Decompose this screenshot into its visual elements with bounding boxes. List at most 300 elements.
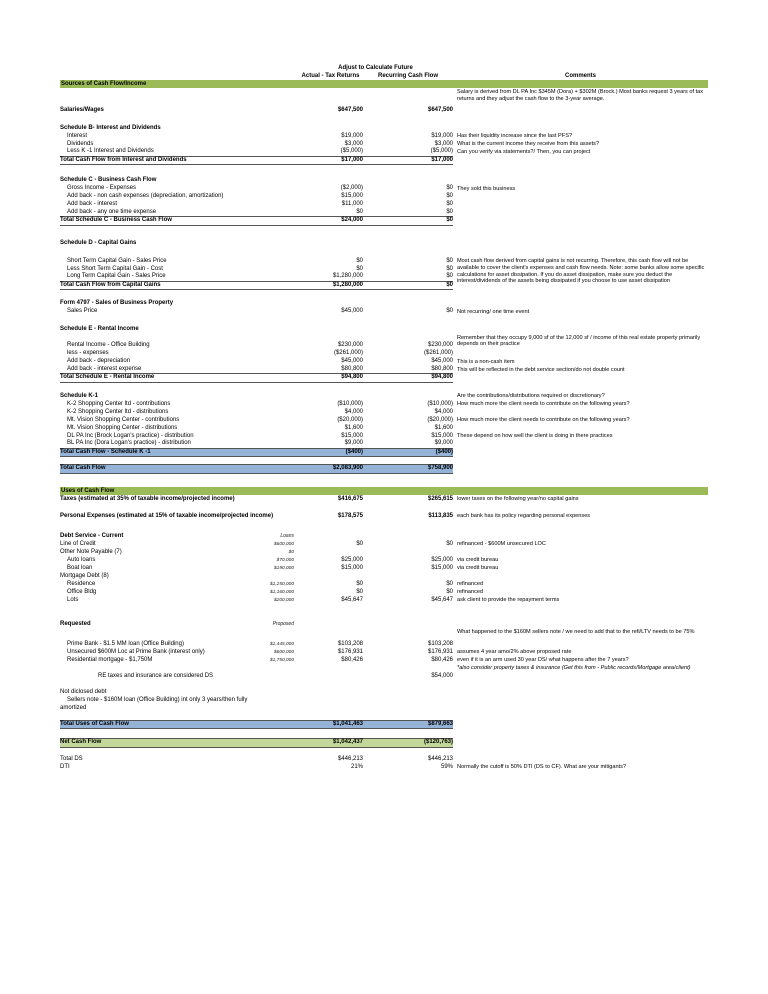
cell-loan-amount: $1,750,000 [269, 657, 294, 663]
row-label: Line of Credit [60, 540, 96, 547]
cell-actual-tax-returns [298, 548, 363, 556]
cell-recurring-cash-flow [363, 604, 453, 620]
cell-comment: Salary is derived from DL PA Inc $345M (Dora) + $302M (Brock.) Most banks request 3 years of tax returns and they adjust the cash flow to the 3-year average. [457, 89, 704, 102]
cell-actual-tax-returns [298, 114, 363, 124]
row-label: Add back - depreciation [67, 358, 131, 364]
cell-comment [453, 382, 708, 392]
row-label: Add back - interest expense [67, 365, 142, 372]
cell-recurring-cash-flow [363, 729, 453, 739]
cell-recurring-cash-flow [363, 520, 453, 532]
cell-recurring-cash-flow [363, 165, 453, 177]
cell-comment [453, 457, 708, 465]
row-label: Dividends [67, 140, 94, 147]
cell-loan-amount [215, 448, 298, 457]
cell-loan-amount [215, 217, 298, 226]
cell-recurring-cash-flow [363, 680, 453, 688]
cell-recurring-cash-flow: $1,600 [434, 424, 454, 431]
cell-comment [453, 712, 708, 720]
cell-recurring-cash-flow: $45,000 [431, 358, 454, 364]
cell-recurring-cash-flow [363, 316, 453, 326]
cell-loan-amount [215, 408, 298, 416]
cell-actual-tax-returns [298, 604, 363, 620]
sheet-row [60, 217, 708, 226]
sheet-row [60, 326, 708, 334]
cell-comment [453, 604, 708, 620]
cell-recurring-cash-flow: 59% [441, 763, 454, 770]
row-label: Other Note Payable (7) [60, 548, 122, 555]
cell-recurring-cash-flow [363, 300, 453, 308]
cell-actual-tax-returns: $0 [356, 257, 363, 264]
cell-comment: refinanced [457, 581, 484, 587]
row-label: Add back - any one time expense [67, 208, 157, 215]
sheet-row [60, 739, 708, 748]
row-label [60, 225, 215, 239]
row-label [60, 88, 215, 106]
cell-recurring-cash-flow: $45,647 [431, 596, 454, 603]
cell-recurring-cash-flow: $0 [446, 273, 454, 279]
cell-actual-tax-returns: $446,213 [337, 755, 363, 762]
cell-recurring-cash-flow: $647,500 [427, 106, 454, 113]
cell-comment: Not recurring/ one time event [457, 308, 530, 315]
empty-cell [215, 72, 298, 80]
cell-loan-amount [215, 720, 298, 729]
sheet-row [60, 209, 708, 217]
row-label: Total Cash Flow from Interest and Dividends [60, 156, 215, 165]
row-label: Personal Expenses (estimated at 15% of taxable income/projected income) [60, 512, 274, 519]
row-label [60, 628, 215, 640]
cell-comment: lower taxes on the following year/no capital gains [457, 496, 579, 502]
column-header-comments: Comments [565, 72, 597, 79]
sheet-row [60, 432, 708, 440]
row-label [60, 457, 215, 465]
cell-comment: How much more the client needs to contribute on the following years? [457, 417, 630, 423]
row-label: Interest [67, 132, 88, 139]
cell-loan-amount [215, 300, 298, 308]
cell-loan-amount [215, 503, 298, 512]
row-label [60, 114, 215, 124]
cell-comment: This will be reflected in the debt service section/do not double count [457, 366, 625, 373]
row-label: Schedule B- Interest and Dividends [60, 124, 161, 131]
row-label: Short Term Capital Gain - Sales Price [67, 257, 167, 264]
cell-loan-amount [215, 148, 298, 156]
sheet-row [60, 148, 708, 156]
cell-loan-amount [215, 290, 298, 300]
cell-loan-amount [215, 308, 298, 316]
cell-loan-amount: Proposed [272, 620, 294, 627]
cell-actual-tax-returns: $0 [356, 208, 363, 215]
empty-cell [60, 64, 215, 72]
cell-actual-tax-returns: 21% [350, 763, 363, 770]
cell-recurring-cash-flow: $103,208 [427, 640, 454, 647]
cell-actual-tax-returns: $1,280,000 [332, 273, 363, 279]
cell-actual-tax-returns [298, 688, 363, 696]
sheet-row [60, 512, 708, 520]
cell-recurring-cash-flow: ($5,000) [430, 148, 454, 154]
cell-loan-amount: $190,000 [273, 565, 294, 571]
header-row-adjust [60, 64, 708, 72]
row-label [60, 316, 215, 326]
cell-recurring-cash-flow: $80,800 [431, 365, 454, 372]
cell-recurring-cash-flow [363, 473, 453, 487]
spacer-row [60, 334, 708, 342]
spacer-row [60, 747, 708, 755]
cell-comment [453, 300, 708, 308]
sheet-row [60, 156, 708, 165]
sheet-row [60, 720, 708, 729]
row-label: DL PA Inc (Brock Logan's practice) - distribution [67, 432, 194, 439]
cell-actual-tax-returns [298, 572, 363, 580]
sheet-row [60, 400, 708, 408]
row-label [60, 520, 215, 532]
cell-recurring-cash-flow [363, 88, 453, 106]
cell-actual-tax-returns [298, 747, 363, 755]
cell-recurring-cash-flow: $879,663 [363, 720, 453, 729]
row-label: Prime Bank - $1.5 MM loan (Office Building) [67, 640, 184, 647]
cell-loan-amount: $600,000 [273, 541, 294, 547]
cell-actual-tax-returns [298, 520, 363, 532]
cashflow-worksheet [60, 64, 708, 771]
cell-comment [453, 217, 708, 226]
cell-actual-tax-returns [298, 620, 363, 628]
cell-actual-tax-returns [298, 696, 363, 704]
cell-recurring-cash-flow [363, 392, 453, 400]
cell-actual-tax-returns: ($5,000) [340, 148, 363, 154]
row-label: Unsecured $600M Loc at Prime Bank (interest only) [67, 648, 205, 655]
sheet-row [60, 239, 708, 247]
cell-actual-tax-returns [298, 247, 363, 257]
cell-comment: They sold this business [457, 185, 516, 192]
cell-recurring-cash-flow [363, 457, 453, 465]
sheet-row [60, 300, 708, 308]
cell-loan-amount [215, 572, 298, 580]
cell-comment [453, 193, 708, 201]
cell-recurring-cash-flow: ($400) [363, 448, 453, 457]
cell-loan-amount [215, 350, 298, 358]
spacer-row [60, 457, 708, 465]
row-label: Total Cash Flow [60, 465, 215, 474]
cell-comment: via credit bureau [457, 557, 499, 563]
cell-actual-tax-returns [298, 165, 363, 177]
spacer-row [60, 88, 708, 106]
cell-actual-tax-returns: $25,000 [341, 556, 363, 563]
cell-actual-tax-returns: $45,000 [341, 358, 363, 364]
cell-comment: Has their liquidity increase since the last PFS? [457, 133, 573, 139]
cell-recurring-cash-flow: $265,615 [427, 495, 454, 502]
empty-cell [60, 72, 215, 80]
cell-loan-amount [215, 763, 298, 771]
row-label: K-2 Shopping Center ltd - contributions [67, 400, 171, 407]
adjust-to-calculate-future-label: Adjust to Calculate Future [338, 64, 413, 71]
row-label [60, 729, 215, 739]
row-label: Requested [60, 620, 91, 627]
cell-recurring-cash-flow: $19,000 [431, 132, 454, 139]
cell-recurring-cash-flow [363, 688, 453, 696]
cell-comment: How much more the client needs to contribute on the following years? [457, 401, 630, 407]
cell-loan-amount: Loans [280, 532, 294, 539]
spacer-row [60, 165, 708, 177]
cell-loan-amount [215, 316, 298, 326]
cell-comment [453, 408, 708, 416]
cell-actual-tax-returns [298, 124, 363, 132]
cell-comment: What is the current income they receive from this assets? [457, 141, 600, 147]
cell-actual-tax-returns [298, 290, 363, 300]
row-label [60, 382, 215, 392]
cell-comment [453, 532, 708, 540]
row-label: RE taxes and insurance are considered DS [98, 672, 214, 679]
cell-recurring-cash-flow [363, 664, 453, 672]
cell-recurring-cash-flow: $80,426 [431, 656, 454, 663]
cell-actual-tax-returns [298, 334, 363, 342]
spacer-row [60, 712, 708, 720]
cell-comment [453, 350, 708, 358]
cell-comment: even if it is an arm used 30 year DS/ what happens after the 7 years? [457, 657, 629, 663]
cell-recurring-cash-flow [363, 572, 453, 580]
cell-loan-amount [215, 440, 298, 448]
cell-loan-amount: $1,445,000 [269, 641, 294, 647]
cell-loan-amount: $200,000 [273, 597, 294, 603]
cell-recurring-cash-flow: $17,000 [363, 156, 453, 165]
cell-recurring-cash-flow [363, 114, 453, 124]
cell-recurring-cash-flow [363, 628, 453, 640]
sheet-row [60, 572, 708, 580]
cell-recurring-cash-flow: $54,000 [431, 672, 454, 679]
cell-recurring-cash-flow [363, 704, 453, 712]
cell-comment: Can you verify via statements?/ Then, you can project [457, 149, 591, 155]
sheet-row [60, 556, 708, 564]
cell-recurring-cash-flow: $0 [446, 185, 454, 191]
row-label: Sellers note - $160M loan (Office Building) int only 3 years/then fully [67, 696, 248, 703]
cell-actual-tax-returns: $15,000 [341, 432, 363, 439]
cell-actual-tax-returns: $45,000 [341, 308, 363, 314]
sheet-row [60, 548, 708, 556]
cell-comment [453, 720, 708, 729]
cell-actual-tax-returns [298, 316, 363, 326]
cell-loan-amount [215, 106, 298, 114]
sheet-row [60, 588, 708, 596]
cell-comment: What happened to the $160M sellers note / we need to add that to the refi/LTV needs to be 75% [457, 629, 695, 635]
cell-comment: Normally the cutoff is 50% DTI (DS to CF). What are your mitigants? [457, 764, 627, 770]
section-band-row [60, 487, 708, 495]
cell-actual-tax-returns: $15,000 [341, 193, 363, 199]
sheet-row [60, 540, 708, 548]
cell-loan-amount [215, 672, 298, 680]
spacer-row [60, 503, 708, 512]
cell-loan-amount [215, 712, 298, 720]
cell-loan-amount [215, 114, 298, 124]
cell-actual-tax-returns [298, 473, 363, 487]
cell-actual-tax-returns: $80,800 [341, 365, 363, 372]
row-label: Total Uses of Cash Flow [60, 720, 215, 729]
cell-actual-tax-returns: $0 [356, 265, 363, 272]
cell-actual-tax-returns: $176,931 [337, 648, 363, 655]
cell-loan-amount [215, 201, 298, 209]
cell-actual-tax-returns: $24,000 [298, 217, 363, 226]
cell-recurring-cash-flow [363, 334, 453, 342]
cell-loan-amount [215, 680, 298, 688]
cell-actual-tax-returns [298, 729, 363, 739]
cell-comment: These depend on how well the client is doing in there practices [457, 433, 613, 439]
cell-comment [453, 448, 708, 457]
sheet-row [60, 564, 708, 572]
row-label [60, 747, 215, 755]
sheet-row [60, 465, 708, 474]
row-label: Total DS [60, 755, 83, 762]
cell-actual-tax-returns: $80,426 [341, 656, 363, 663]
sheet-row [60, 755, 708, 763]
row-label: Not diclosed debt [60, 688, 107, 695]
cell-loan-amount [215, 739, 298, 748]
cell-actual-tax-returns [298, 392, 363, 400]
sheet-row [60, 656, 708, 664]
spacer-row [60, 729, 708, 739]
cell-actual-tax-returns [298, 628, 363, 640]
cell-loan-amount [215, 604, 298, 620]
row-label [60, 247, 215, 257]
cell-actual-tax-returns [298, 326, 363, 334]
cell-loan-amount [215, 704, 298, 712]
cell-actual-tax-returns [298, 177, 363, 185]
row-label: Schedule D - Capital Gains [60, 239, 137, 246]
cell-actual-tax-returns: $1,041,463 [298, 720, 363, 729]
cell-loan-amount [215, 729, 298, 739]
row-label: Add back - interest [67, 201, 118, 207]
row-label: Add back - non cash expenses (depreciation, amortization) [67, 193, 224, 199]
cell-recurring-cash-flow: $0 [363, 217, 453, 226]
cell-recurring-cash-flow: $0 [446, 257, 454, 264]
cell-comment [453, 225, 708, 239]
cell-comment [453, 520, 708, 532]
row-label: Lots [67, 596, 79, 603]
spacer-row [60, 316, 708, 326]
cell-actual-tax-returns: $647,500 [337, 106, 363, 113]
cell-loan-amount [215, 400, 298, 408]
section-title: Sources of Cash Flow/Income [60, 80, 708, 88]
spacer-row [60, 604, 708, 620]
sheet-row [60, 648, 708, 656]
cell-comment [453, 326, 708, 334]
row-label: Total Cash Flow from Capital Gains [60, 281, 215, 290]
cell-actual-tax-returns: $19,000 [341, 132, 363, 139]
cell-loan-amount [215, 747, 298, 755]
cell-comment: ask client to provide the repayment terms [457, 597, 560, 603]
cell-recurring-cash-flow: $0 [446, 588, 454, 595]
cell-recurring-cash-flow: $0 [446, 265, 454, 272]
cell-recurring-cash-flow: $9,000 [434, 440, 454, 446]
empty-cell [453, 64, 708, 72]
cell-comment [453, 572, 708, 580]
cell-loan-amount [215, 342, 298, 350]
row-label: Total Cash Flow - Schedule K -1 [60, 448, 215, 457]
cell-recurring-cash-flow [363, 503, 453, 512]
cell-comment: via credit bureau [457, 565, 499, 571]
cell-actual-tax-returns: $0 [356, 588, 363, 595]
cell-comment [453, 473, 708, 487]
cell-comment [453, 620, 708, 628]
cell-recurring-cash-flow: $0 [446, 308, 454, 314]
sheet-row [60, 201, 708, 209]
cell-comment: *also consider property taxes & insurance (Get this from - Public records/Mortgage area/client) [457, 665, 691, 671]
cell-recurring-cash-flow [363, 225, 453, 239]
cell-recurring-cash-flow: $0 [446, 540, 454, 547]
cell-loan-amount [215, 193, 298, 201]
cell-recurring-cash-flow [363, 696, 453, 704]
cell-actual-tax-returns: $416,675 [337, 495, 363, 502]
cell-recurring-cash-flow: $0 [446, 208, 454, 215]
cell-actual-tax-returns [298, 457, 363, 465]
cell-recurring-cash-flow [363, 532, 453, 540]
cell-comment [453, 503, 708, 512]
cell-actual-tax-returns: ($2,000) [340, 185, 363, 191]
cell-actual-tax-returns: $17,000 [298, 156, 363, 165]
row-label [60, 290, 215, 300]
row-label: Debt Service - Current [60, 532, 124, 539]
spacer-row [60, 114, 708, 124]
cell-comment [453, 440, 708, 448]
cell-recurring-cash-flow [363, 747, 453, 755]
cell-comment [453, 755, 708, 763]
row-label: Net Cash Flow [60, 739, 215, 748]
sheet-row [60, 424, 708, 432]
cell-loan-amount [215, 688, 298, 696]
cell-actual-tax-returns: $1,042,437 [298, 739, 363, 748]
cell-recurring-cash-flow [363, 247, 453, 257]
row-label [60, 334, 215, 342]
cell-loan-amount [215, 416, 298, 424]
row-label: Gross Income - Expenses [67, 185, 137, 191]
cell-loan-amount [215, 225, 298, 239]
cell-loan-amount [215, 334, 298, 342]
cell-comment: each bank has its policy regarding personal expenses [457, 513, 591, 519]
cell-comment [453, 374, 708, 383]
spacer-row [60, 680, 708, 688]
sheet-row [60, 688, 708, 696]
cell-recurring-cash-flow [363, 548, 453, 556]
row-label: Rental Income - Office Building [67, 342, 150, 348]
cell-recurring-cash-flow: $758,900 [363, 465, 453, 474]
cell-recurring-cash-flow: $113,835 [428, 512, 454, 519]
cell-recurring-cash-flow [363, 382, 453, 392]
cell-recurring-cash-flow: ($10,000) [427, 400, 454, 407]
spacer-row [60, 382, 708, 392]
row-label: Taxes (estimated at 35% of taxable income/projected income) [60, 495, 235, 502]
row-label: Less K -1 Interest and Dividends [67, 148, 154, 154]
cell-recurring-cash-flow: $230,000 [427, 342, 454, 348]
cell-loan-amount [215, 156, 298, 165]
row-label: Form 4797 - Sales of Business Property [60, 300, 174, 306]
cell-comment [453, 290, 708, 300]
cell-actual-tax-returns [298, 704, 363, 712]
cell-comment [453, 747, 708, 755]
sheet-row [60, 596, 708, 604]
sheet-row [60, 374, 708, 383]
sheet-row [60, 124, 708, 132]
cell-loan-amount [215, 265, 298, 273]
cell-recurring-cash-flow: ($261,000) [423, 350, 454, 356]
sheet-row [60, 532, 708, 540]
sheet-row [60, 350, 708, 358]
column-header-actual: Actual - Tax Returns [301, 72, 360, 79]
row-label: BL PA Inc (Dora Logan's practice) - distribution [67, 440, 191, 446]
cell-recurring-cash-flow [363, 712, 453, 720]
sheet-body [60, 80, 708, 771]
sheet-row [60, 392, 708, 400]
cell-loan-amount: $600,000 [273, 649, 294, 655]
cell-recurring-cash-flow: $0 [446, 193, 454, 199]
cell-comment: This is a non-cash item [457, 358, 515, 365]
row-label [60, 503, 215, 512]
cell-actual-tax-returns: $1,600 [344, 424, 363, 431]
row-label: Less Short Term Capital Gain - Cost [67, 265, 163, 272]
